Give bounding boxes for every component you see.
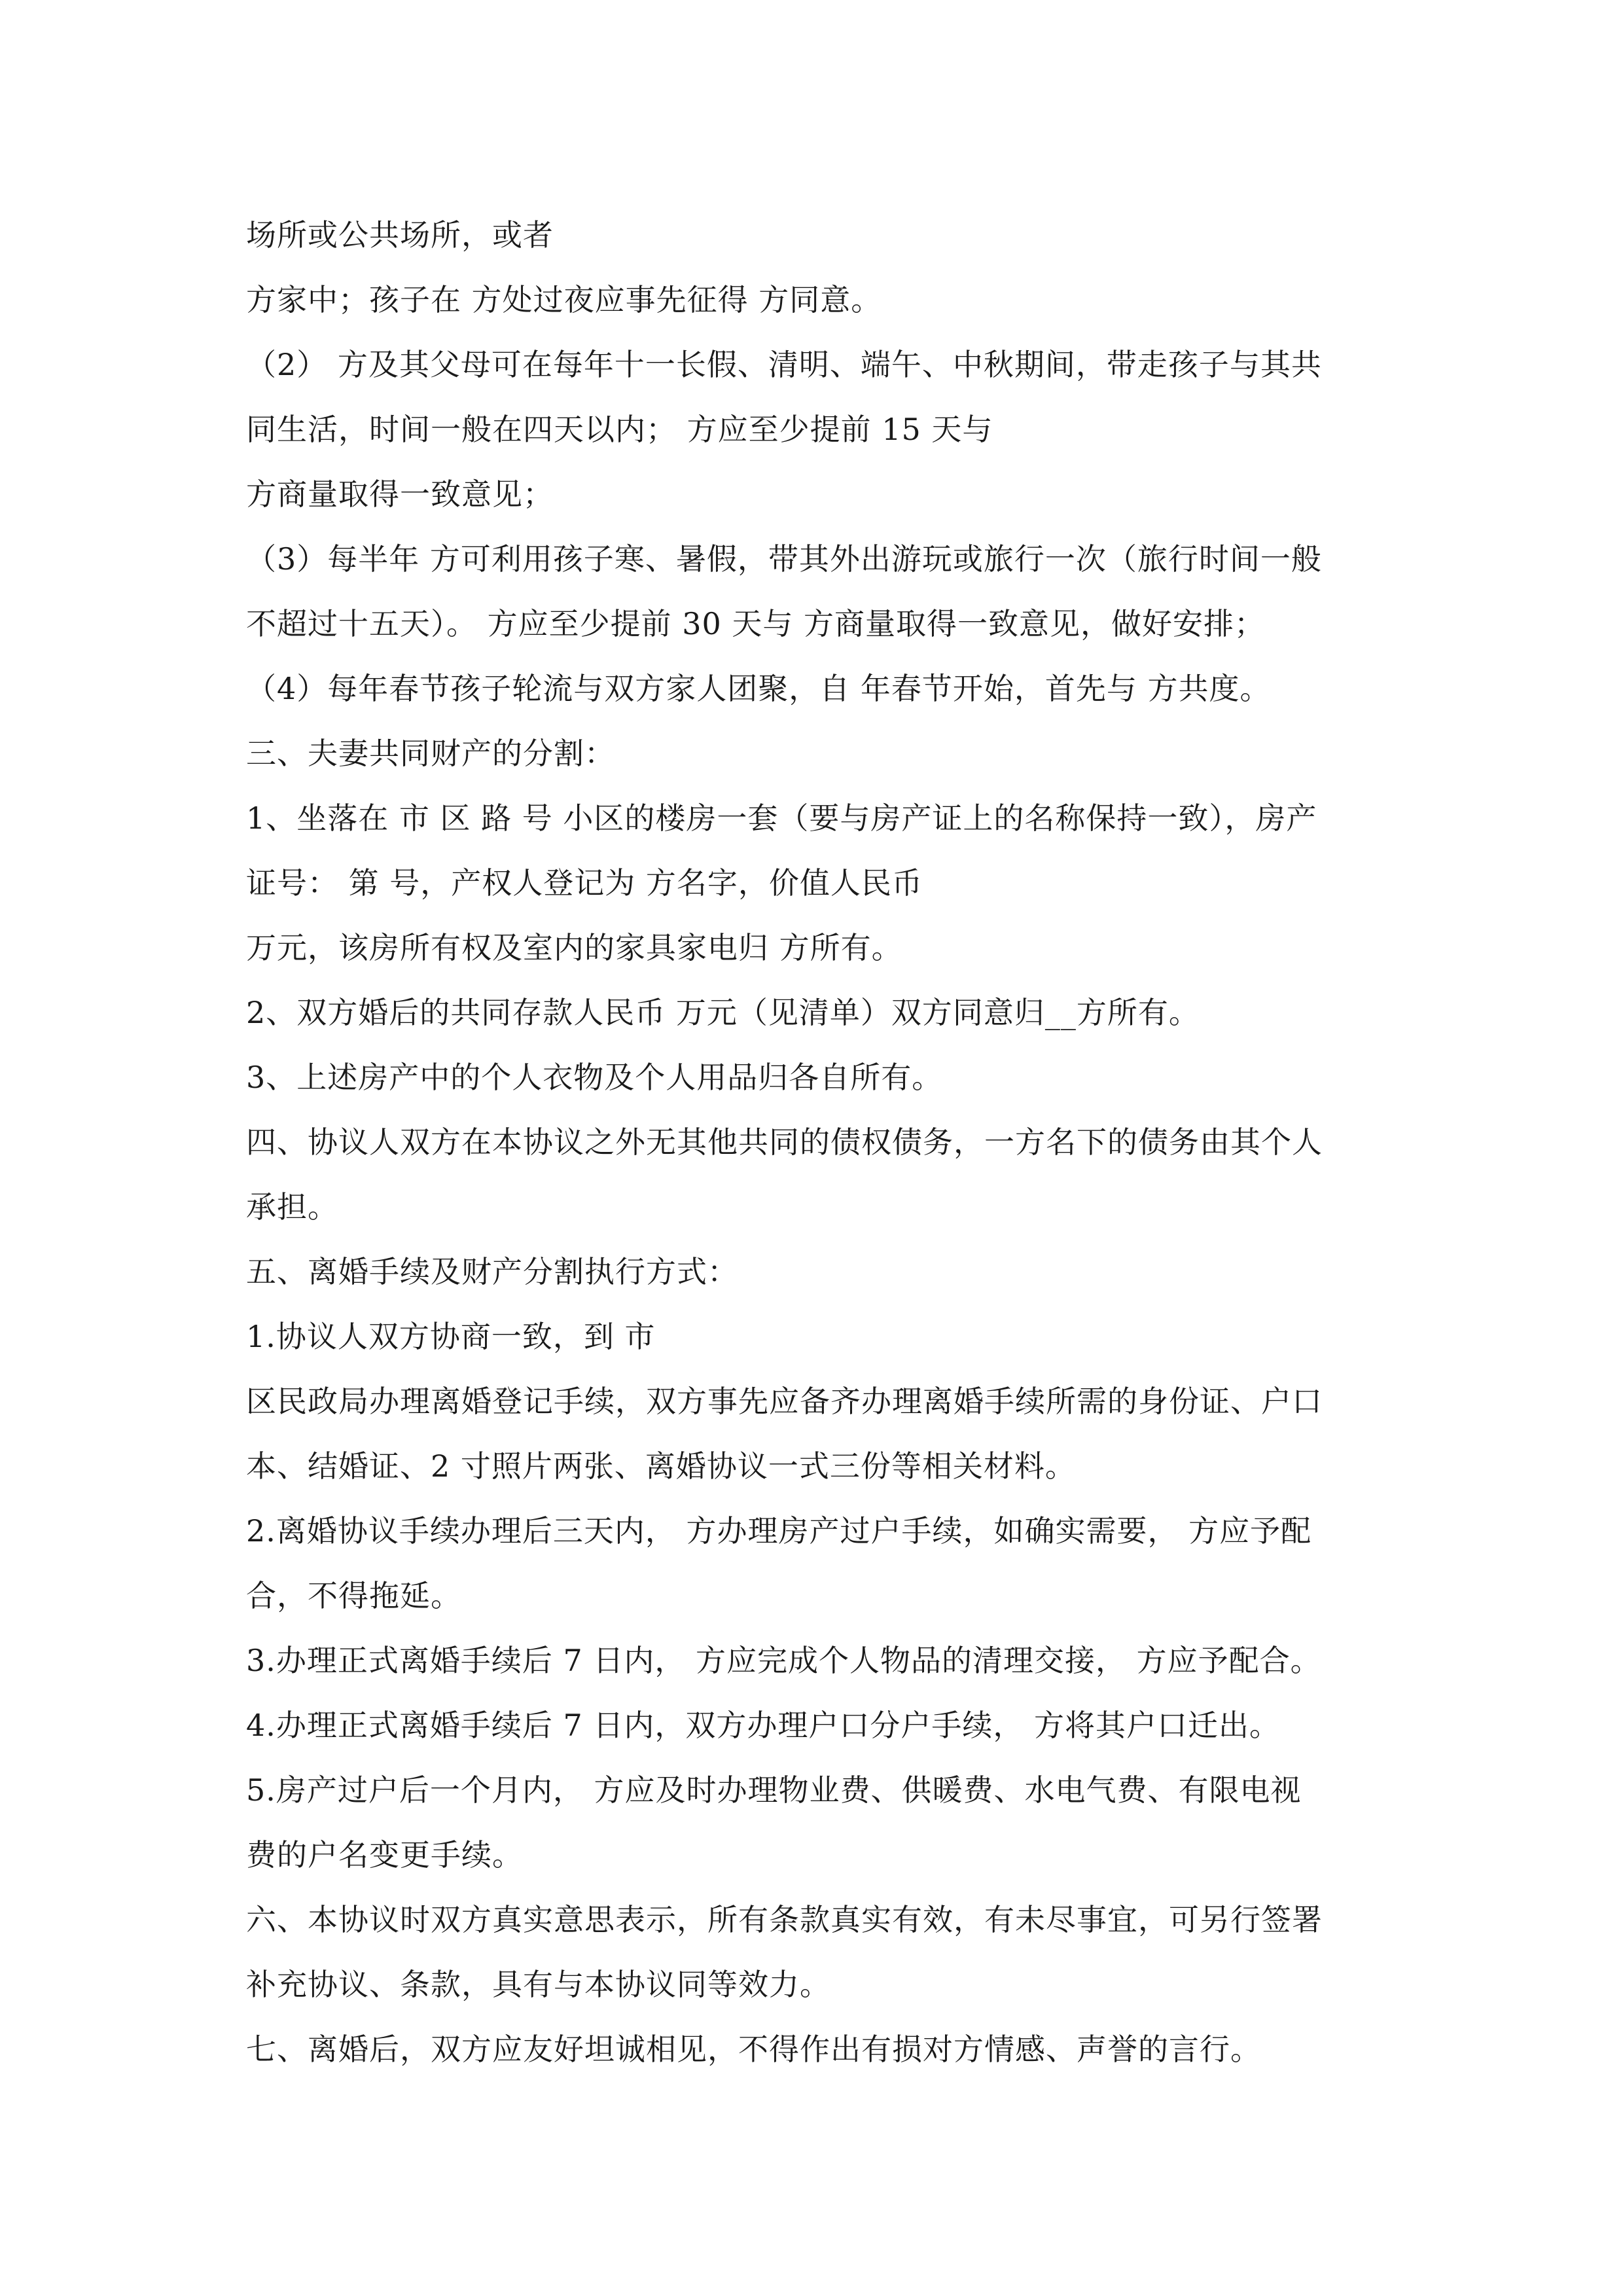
text-line: 5.房产过户后一个月内， 方应及时办理物业费、供暖费、水电气费、有限电视	[246, 1772, 1302, 1808]
section-heading: 七、离婚后，双方应友好坦诚相见，不得作出有损对方情感、声誉的言行。	[246, 2032, 1261, 2067]
text-line: 区民政局办理离婚登记手续，双方事先应备齐办理离婚手续所需的身份证、户口	[246, 1384, 1323, 1419]
section-heading: 六、本协议时双方真实意思表示，所有条款真实有效，有未尽事宜，可另行签署	[246, 1902, 1323, 1937]
text-line: 1.协议人双方协商一致，到 市	[246, 1319, 656, 1354]
text-line: 方家中；孩子在 方处过夜应事先征得 方同意。	[246, 282, 882, 317]
text-line: 4.办理正式离婚手续后 7 日内，双方办理户口分户手续， 方将其户口迁出。	[246, 1708, 1281, 1743]
text-line: 承担。	[246, 1189, 338, 1225]
text-line: （4）每年春节孩子轮流与双方家人团聚，自 年春节开始，首先与 方共度。	[246, 671, 1271, 706]
text-line: 同生活，时间一般在四天以内； 方应至少提前 15 天与	[246, 412, 993, 447]
text-line: 补充协议、条款，具有与本协议同等效力。	[246, 1967, 830, 2002]
text-line: （3）每半年 方可利用孩子寒、暑假，带其外出游玩或旅行一次（旅行时间一般	[246, 541, 1322, 577]
text-line: 2.离婚协议手续办理后三天内， 方办理房产过户手续，如确实需要， 方应予配	[246, 1513, 1312, 1549]
text-line: 2、双方婚后的共同存款人民币 万元（见清单）双方同意归__方所有。	[246, 995, 1200, 1030]
section-heading: 五、离婚手续及财产分割执行方式：	[246, 1254, 738, 1289]
text-line: 不超过十五天）。 方应至少提前 30 天与 方商量取得一致意见，做好安排；	[246, 606, 1266, 641]
text-line: 合，不得拖延。	[246, 1578, 461, 1613]
text-line: 万元，该房所有权及室内的家具家电归 方所有。	[246, 930, 902, 965]
text-line: 3、上述房产中的个人衣物及个人用品归各自所有。	[246, 1060, 943, 1095]
section-heading: 四、协议人双方在本协议之外无其他共同的债权债务，一方名下的债务由其个人	[246, 1124, 1323, 1160]
text-line: 方商量取得一致意见；	[246, 476, 554, 512]
text-line: 证号： 第 号，产权人登记为 方名字，价值人民币	[246, 865, 923, 901]
text-line: （2） 方及其父母可在每年十一长假、清明、端午、中秋期间，带走孩子与其共	[246, 347, 1322, 382]
text-line: 费的户名变更手续。	[246, 1837, 523, 1873]
document-body	[246, 203, 1398, 2082]
text-line: 本、结婚证、2 寸照片两张、离婚协议一式三份等相关材料。	[246, 1448, 1076, 1484]
text-line: 3.办理正式离婚手续后 7 日内， 方应完成个人物品的清理交接， 方应予配合。	[246, 1643, 1321, 1678]
section-heading: 三、夫妻共同财产的分割：	[246, 736, 615, 771]
text-line: 1、坐落在 市 区 路 号 小区的楼房一套（要与房产证上的名称保持一致），房产	[246, 800, 1317, 836]
text-line: 场所或公共场所，或者	[246, 217, 554, 253]
